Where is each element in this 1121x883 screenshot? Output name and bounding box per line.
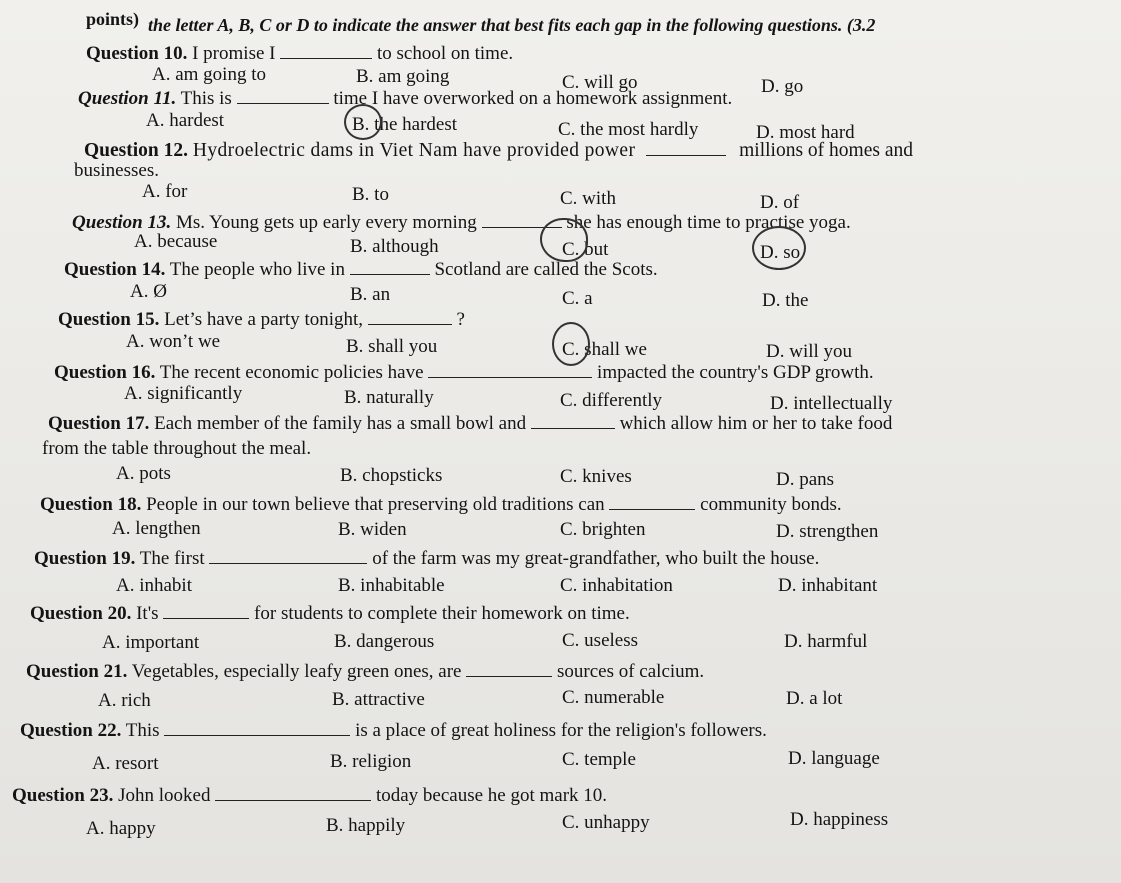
option-a: A. happy <box>86 818 156 839</box>
option-c: C. brighten <box>560 519 646 540</box>
answer-blank <box>280 42 372 59</box>
option-d: D. strengthen <box>776 521 879 542</box>
question-text: is a place of great holiness for the religion's followers. <box>355 720 767 741</box>
option-b: B. widen <box>338 519 407 540</box>
option-c: C. the most hardly <box>558 119 699 140</box>
option-a: A. lengthen <box>112 518 201 539</box>
answer-blank <box>350 258 430 275</box>
question-text: The people who live in <box>169 259 345 280</box>
question-label: Question 12. <box>84 140 189 161</box>
question-21 <box>26 660 704 683</box>
option-b: B. an <box>350 284 391 305</box>
question-label: Question 13. <box>72 212 172 233</box>
option-c: C. unhappy <box>562 812 650 833</box>
option-c: C. knives <box>560 466 632 487</box>
answer-circle-mark <box>344 104 382 140</box>
answer-circle-mark <box>540 218 588 262</box>
option-a: A. rich <box>98 690 151 711</box>
answer-blank <box>609 493 695 510</box>
answer-blank <box>428 361 592 378</box>
question-text: I promise I <box>192 43 276 64</box>
question-text: sources of calcium. <box>556 661 705 682</box>
answer-circle-mark <box>752 226 806 270</box>
question-text: she has enough time to practise yoga. <box>566 212 851 233</box>
question-text: millions of homes and <box>739 140 913 161</box>
question-text: The first <box>139 548 205 569</box>
question-text: time I have overworked on a homework assignment. <box>333 88 733 109</box>
option-d: D. intellectually <box>770 393 893 414</box>
answer-blank <box>646 139 726 156</box>
question-15 <box>58 308 465 331</box>
question-label: Question 18. <box>40 494 142 515</box>
option-a: A. won’t we <box>126 331 221 352</box>
option-b: B. am going <box>356 66 450 87</box>
option-b: B. the hardest <box>352 114 458 135</box>
question-23 <box>12 784 607 807</box>
question-text: Vegetables, especially leafy green ones, are <box>131 661 462 682</box>
question-text: ? <box>456 309 465 330</box>
question-text: community bonds. <box>700 494 842 515</box>
option-d: D. inhabitant <box>778 575 878 596</box>
question-text: which allow him or her to take food <box>619 413 893 434</box>
answer-blank <box>531 412 615 429</box>
option-d: D. most hard <box>756 122 855 143</box>
option-a: A. for <box>142 181 188 202</box>
question-16 <box>54 361 874 384</box>
option-c: C. a <box>562 288 593 309</box>
option-d: D. go <box>761 76 804 97</box>
option-b: B. dangerous <box>334 631 435 652</box>
option-d: D. language <box>788 748 880 769</box>
question-19 <box>34 547 819 570</box>
question-text: This is <box>180 88 232 109</box>
option-d: D. will you <box>766 341 853 362</box>
option-a: A. hardest <box>146 110 225 131</box>
question-text: of the farm was my great-grandfather, who built the house. <box>372 548 820 569</box>
question-text: People in our town believe that preserving old traditions can <box>146 494 605 515</box>
option-d: D. pans <box>776 469 835 490</box>
question-12 <box>84 139 913 162</box>
question-label: Question 21. <box>26 661 128 682</box>
question-text: Ms. Young gets up early every morning <box>176 212 477 233</box>
option-a: A. Ø <box>130 281 167 302</box>
question-text: for students to complete their homework on time. <box>254 603 630 624</box>
option-c: C. will go <box>562 72 638 93</box>
question-label: Question 14. <box>64 259 166 280</box>
question-label: Question 11. <box>78 88 177 109</box>
option-b: B. although <box>350 236 439 257</box>
option-b: B. naturally <box>344 387 434 408</box>
question-22 <box>20 719 767 742</box>
option-c: C. inhabitation <box>560 575 673 596</box>
question-14 <box>64 258 658 281</box>
answer-blank <box>215 784 371 801</box>
question-text: This <box>125 720 160 741</box>
option-c: C. differently <box>560 390 663 411</box>
option-b: B. to <box>352 184 389 205</box>
option-b: B. happily <box>326 815 406 836</box>
option-a: A. important <box>102 632 200 653</box>
question-18 <box>40 493 842 516</box>
question-text: impacted the country's GDP growth. <box>597 362 874 383</box>
option-a: A. pots <box>116 463 171 484</box>
question-label: Question 15. <box>58 309 160 330</box>
question-label: Question 23. <box>12 785 114 806</box>
option-a: A. inhabit <box>116 575 192 596</box>
option-b: B. inhabitable <box>338 575 445 596</box>
question-label: Question 20. <box>30 603 132 624</box>
option-a: A. am going to <box>152 64 266 85</box>
option-d: D. happiness <box>790 809 889 830</box>
question-text: The recent economic policies have <box>159 362 424 383</box>
question-label: Question 22. <box>20 720 122 741</box>
option-d: D. so <box>760 242 801 263</box>
question-17-continued: from the table throughout the meal. <box>42 438 312 459</box>
option-a: A. significantly <box>124 383 243 404</box>
option-c: C. useless <box>562 630 638 651</box>
question-text: It's <box>136 603 159 624</box>
option-d: D. of <box>760 192 800 213</box>
question-text: Scotland are called the Scots. <box>434 259 658 280</box>
instructions-points: points) <box>86 9 140 29</box>
question-12-continued: businesses. <box>74 160 159 181</box>
answer-blank <box>209 547 367 564</box>
option-c: C. with <box>560 188 616 209</box>
option-b: B. attractive <box>332 689 425 710</box>
question-text: to school on time. <box>376 43 514 64</box>
question-text: Hydroelectric dams in Viet Nam have provided power <box>192 140 636 161</box>
option-b: B. religion <box>330 751 412 772</box>
question-text: Let’s have a party tonight, <box>164 309 364 330</box>
option-c: C. shall we <box>562 339 647 360</box>
option-b: B. chopsticks <box>340 465 443 486</box>
answer-blank <box>237 87 329 104</box>
question-17 <box>48 412 892 435</box>
question-text: John looked <box>118 785 211 806</box>
option-d: D. the <box>762 290 809 311</box>
answer-blank <box>466 660 552 677</box>
instructions-line: the letter A, B, C or D to indicate the answer that best fits each gap in the following questions. (3.2 <box>148 15 876 35</box>
answer-blank <box>163 602 249 619</box>
question-10 <box>86 42 513 65</box>
option-b: B. shall you <box>346 336 438 357</box>
question-label: Question 17. <box>48 413 150 434</box>
question-text: today because he got mark 10. <box>375 785 608 806</box>
option-d: D. harmful <box>784 631 868 652</box>
option-c: C. numerable <box>562 687 665 708</box>
answer-circle-mark <box>552 322 590 366</box>
option-a: A. because <box>134 231 218 252</box>
question-label: Question 10. <box>86 43 188 64</box>
answer-blank <box>164 719 350 736</box>
question-text: Each member of the family has a small bowl and <box>154 413 527 434</box>
option-a: A. resort <box>92 753 159 774</box>
option-c: C. but <box>562 239 609 260</box>
option-d: D. a lot <box>786 688 843 709</box>
question-20 <box>30 602 630 625</box>
question-label: Question 16. <box>54 362 156 383</box>
option-c: C. temple <box>562 749 636 770</box>
question-11 <box>78 87 732 110</box>
question-label: Question 19. <box>34 548 136 569</box>
answer-blank <box>368 308 452 325</box>
